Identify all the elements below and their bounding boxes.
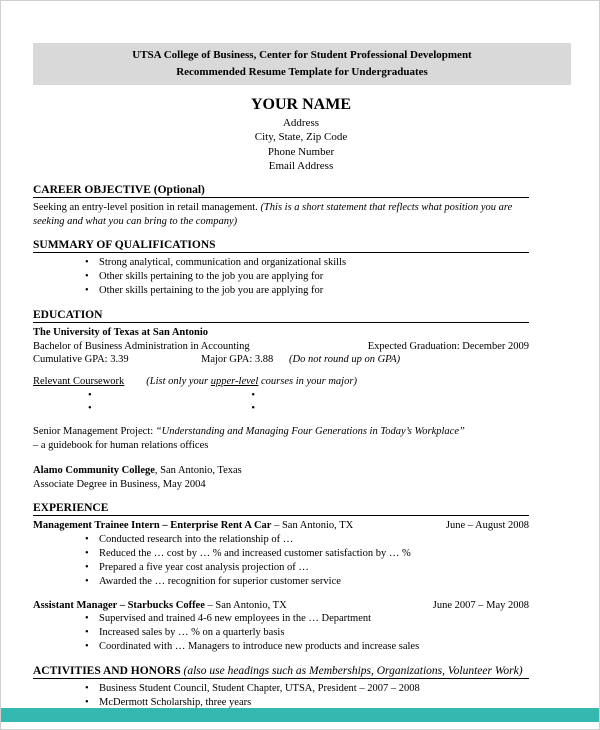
school-2-location: , San Antonio, Texas — [154, 465, 242, 477]
contact-email: Email Address — [268, 159, 334, 172]
major-gpa: Major GPA: 3.88 — [201, 354, 274, 366]
section-career-objective — [33, 184, 529, 228]
bullet-icon: • — [85, 285, 89, 297]
job-1-bullet-4-text: Awarded the … recognition for superior customer service — [99, 575, 341, 587]
job-1-location: – San Antonio, TX — [271, 520, 354, 532]
job-1-bullet-4 — [33, 575, 529, 589]
senior-project-subtitle: – a guidebook for human relations offices — [33, 439, 209, 451]
bullet-icon: • — [251, 389, 255, 401]
banner-line-1: UTSA College of Business, Center for Student Professional Development — [132, 49, 472, 61]
bullet-icon: • — [251, 402, 255, 414]
job-2-title-row — [33, 599, 529, 613]
relevant-coursework-label: Relevant Coursework — [33, 375, 125, 387]
senior-project-row — [33, 425, 529, 439]
job-1-bullet-3-text: Prepared a five year cost analysis projection of … — [99, 561, 309, 573]
bullet-icon: • — [85, 627, 89, 638]
job-1-bullet-1-text: Conducted research into the relationship of … — [99, 534, 294, 546]
career-objective-heading: CAREER OBJECTIVE (Optional) — [33, 184, 529, 198]
bullet-icon: • — [85, 696, 89, 708]
bullet-icon: • — [85, 682, 89, 694]
experience-heading: EXPERIENCE — [33, 502, 529, 516]
candidate-name: YOUR NAME — [251, 96, 351, 113]
bullet-icon: • — [88, 389, 92, 401]
summary-bullet-3 — [33, 284, 529, 298]
activities-bullet-1-text: Business Student Council, Student Chapter, UTSA, President – 2007 – 2008 — [99, 682, 420, 694]
school-1-degree: Bachelor of Business Administration in Accounting — [33, 340, 250, 352]
job-1-bullet-1 — [33, 533, 529, 547]
school-2-name: Alamo Community College — [33, 465, 155, 477]
objective-lead: Seeking an entry-level position in retail management. — [33, 202, 261, 214]
cumulative-gpa: Cumulative GPA: 3.39 — [33, 354, 129, 366]
job-2-bullet-1 — [33, 612, 529, 626]
template-banner — [33, 43, 571, 85]
bullet-icon: • — [85, 257, 89, 269]
bullet-icon: • — [85, 561, 89, 573]
section-experience — [33, 502, 529, 653]
summary-heading: SUMMARY OF QUALIFICATIONS — [33, 239, 529, 253]
job-1-bullet-2-text: Reduced the … cost by … % and increased customer satisfaction by … % — [99, 547, 411, 559]
job-2-title — [33, 599, 287, 613]
career-objective-text — [33, 201, 529, 228]
contact-address: Address — [282, 117, 320, 129]
school-2-row — [33, 464, 529, 478]
summary-bullet-2 — [33, 270, 529, 284]
bullet-icon: • — [88, 402, 92, 414]
activities-bullet-1 — [33, 682, 529, 696]
job-2-bullet-1-text: Supervised and trained 4-6 new employees in the … Department — [99, 613, 372, 625]
activities-bullet-2-text: McDermott Scholarship, three years — [99, 696, 252, 708]
job-2-bullet-2-text: Increased sales by … % on a quarterly basis — [99, 627, 285, 638]
job-2 — [33, 599, 529, 654]
coursework-note-post: courses in your major) — [258, 375, 357, 387]
bullet-icon: • — [85, 271, 89, 283]
activities-heading-note: (also use headings such as Memberships, Organizations, Volunteer Work) — [180, 664, 523, 677]
resume-body — [33, 184, 529, 723]
job-2-bullet-2 — [33, 626, 529, 640]
bullet-icon: • — [85, 534, 89, 546]
job-1 — [33, 519, 529, 588]
job-2-title-bold: Assistant Manager – Starbucks Coffee — [33, 599, 205, 611]
job-2-location: – San Antonio, TX — [204, 599, 287, 611]
school-1-graduation: Expected Graduation: December 2009 — [367, 340, 529, 352]
job-2-dates: June 2007 – May 2008 — [432, 599, 529, 611]
contact-city-state-zip: City, State, Zip Code — [254, 131, 348, 144]
job-1-bullet-3 — [33, 561, 529, 575]
summary-bullet-3-text: Other skills pertaining to the job you are applying for — [99, 285, 324, 297]
school-1-gpa-row — [33, 353, 529, 367]
summary-bullet-1 — [33, 256, 529, 270]
objective-note: (This is a short statement that reflects what position you are seeking and what you can bring to the company) — [33, 202, 513, 227]
school-1-degree-row — [33, 340, 529, 354]
job-2-bullet-3 — [33, 640, 529, 654]
job-1-title-row — [33, 519, 529, 533]
contact-block — [33, 96, 569, 173]
job-1-title — [33, 519, 353, 533]
relevant-coursework-row — [33, 375, 529, 389]
footer-accent-bar — [1, 708, 599, 722]
section-education — [33, 309, 529, 491]
activities-heading-bold: ACTIVITIES AND HONORS — [33, 664, 181, 677]
activities-heading — [33, 665, 529, 679]
senior-project-title: “Understanding and Managing Four Generations in Today’s Workplace” — [155, 425, 465, 437]
education-heading: EDUCATION — [33, 309, 529, 323]
senior-project-label: Senior Management Project: — [33, 425, 156, 437]
bullet-icon: • — [85, 547, 89, 559]
school-1-name: The University of Texas at San Antonio — [33, 327, 209, 339]
section-summary — [33, 239, 529, 298]
banner-line-2: Recommended Resume Template for Undergraduates — [176, 65, 428, 78]
job-2-bullet-3-text: Coordinated with … Managers to introduce new products and increase sales — [99, 640, 420, 652]
gpa-note: (Do not round up on GPA) — [289, 354, 401, 366]
coursework-note-upper-level: upper-level — [210, 375, 259, 387]
bullet-icon: • — [85, 613, 89, 625]
coursework-note — [146, 376, 357, 387]
contact-phone: Phone Number — [267, 145, 335, 158]
summary-bullet-1-text: Strong analytical, communication and organizational skills — [99, 257, 347, 269]
coursework-bullet-row-2 — [33, 402, 529, 415]
summary-bullet-2-text: Other skills pertaining to the job you are applying for — [99, 271, 324, 283]
school-2-degree: Associate Degree in Business, May 2004 — [33, 478, 206, 490]
job-1-bullet-2 — [33, 547, 529, 561]
bullet-icon: • — [85, 640, 89, 652]
job-1-dates: June – August 2008 — [445, 520, 529, 532]
bullet-icon: • — [85, 575, 89, 587]
coursework-bullet-row-1 — [33, 389, 529, 402]
job-1-title-bold: Management Trainee Intern – Enterprise Rent A Car — [33, 520, 272, 532]
coursework-note-pre: (List only your — [146, 375, 211, 387]
